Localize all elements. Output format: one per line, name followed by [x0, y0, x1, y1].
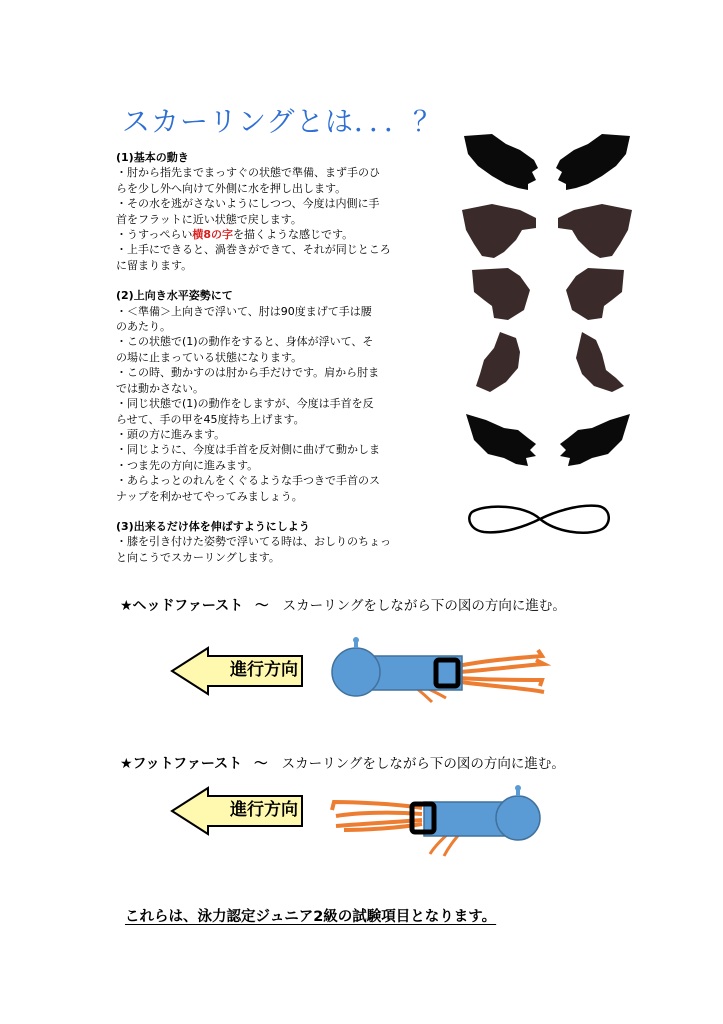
hand-silhouette-icon	[556, 410, 632, 470]
text-line-highlight	[116, 227, 446, 242]
highlighted-text: 横8の字	[192, 228, 233, 242]
text-line: らを少し外へ向けて外側に水を押し出します。	[116, 181, 347, 195]
tilde: ～	[254, 756, 268, 772]
text-line: ・＜準備＞上向きで浮いて、肘は90度まげて手は腰	[116, 304, 372, 318]
section-heading: (1)基本の動き	[116, 151, 189, 164]
footer-note: これらは、泳力認定ジュニア2級の試験項目となります。	[125, 909, 497, 925]
foot-first-heading	[120, 752, 565, 773]
text-line: ・この状態で(1)の動作をすると、身体が浮いて、そ	[116, 335, 374, 349]
text-line: と向こうでスカーリングします。	[116, 550, 280, 564]
text-line: ・あらよっとのれんをくぐるような手つきで手首のス	[116, 474, 380, 488]
text-line: ナップを利かせてやってみましょう。	[116, 489, 303, 503]
text-line: 首をフラットに近い状態で戻します。	[116, 212, 302, 226]
direction-arrow-head-first	[170, 646, 304, 696]
swimmer-icon	[326, 780, 548, 860]
text-line: ・肘から指先までまっすぐの状態で準備、まず手のひ	[116, 166, 380, 180]
text-line: ・その水を逃がさないようにしつつ、今度は内側に手	[116, 197, 380, 211]
page-title: スカーリングとは．．．？	[122, 105, 443, 138]
hand-silhouette-icon	[470, 330, 534, 394]
text-line: ・膝を引き付けた姿勢で浮いてる時は、おしりのちょっ	[116, 535, 391, 549]
direction-arrow-foot-first	[170, 786, 304, 836]
hand-silhouette-icon	[562, 266, 628, 322]
hand-silhouette-icon	[462, 130, 540, 192]
hand-silhouette-icon	[554, 130, 632, 192]
text-line: に留まります。	[116, 258, 193, 272]
foot-first-description: スカーリングをしながら下の図の方向に進む。	[281, 756, 565, 772]
section-stretch	[116, 519, 446, 565]
text-fragment: を描くような感じです。	[233, 228, 354, 242]
text-fragment: ・うすっぺらい	[116, 228, 193, 242]
head-first-heading	[120, 594, 566, 615]
section-heading: (3)出来るだけ体を伸ばすようにしよう	[116, 519, 310, 533]
text-line: では動かさない。	[116, 381, 204, 395]
figure-eight-icon	[466, 500, 614, 538]
text-line: ・同じように、今度は手首を反対側に曲げて動かしま	[116, 443, 380, 457]
text-line: ・同じ状態で(1)の動作をしますが、今度は手首を反	[116, 397, 374, 411]
foot-first-label: ★フットファースト	[120, 756, 243, 772]
text-line: らせて、手の甲を45度持ち上げます。	[116, 412, 305, 426]
arrow-label: 進行方向	[230, 800, 298, 820]
hand-silhouette-icon	[566, 330, 630, 394]
hand-silhouette-icon	[458, 200, 540, 260]
text-line: の場に止まっている状態になります。	[116, 350, 303, 364]
section-basic-motion	[116, 150, 446, 273]
instructions	[116, 150, 446, 565]
text-line: のあたり。	[116, 320, 171, 334]
section-heading: (2)上向き水平姿勢にて	[116, 289, 233, 303]
text-line: ・上手にできると、渦巻きができて、それが同じところ	[116, 243, 391, 257]
hand-silhouette-icon	[554, 200, 636, 260]
section-supine	[116, 288, 446, 504]
text-line: ・つま先の方向に進みます。	[116, 458, 259, 472]
head-first-description: スカーリングをしながら下の図の方向に進む。	[282, 598, 566, 614]
hand-silhouette-icon	[468, 266, 534, 322]
tilde: ～	[255, 598, 269, 614]
swimmer-icon	[328, 636, 552, 712]
text-line: ・頭の方に進みます。	[116, 427, 226, 441]
arrow-label: 進行方向	[230, 660, 298, 680]
hand-silhouette-icon	[464, 410, 540, 470]
text-line: ・この時、動かすのは肘から手だけです。肩から肘ま	[116, 366, 380, 380]
head-first-label: ★ヘッドファースト	[120, 598, 244, 614]
